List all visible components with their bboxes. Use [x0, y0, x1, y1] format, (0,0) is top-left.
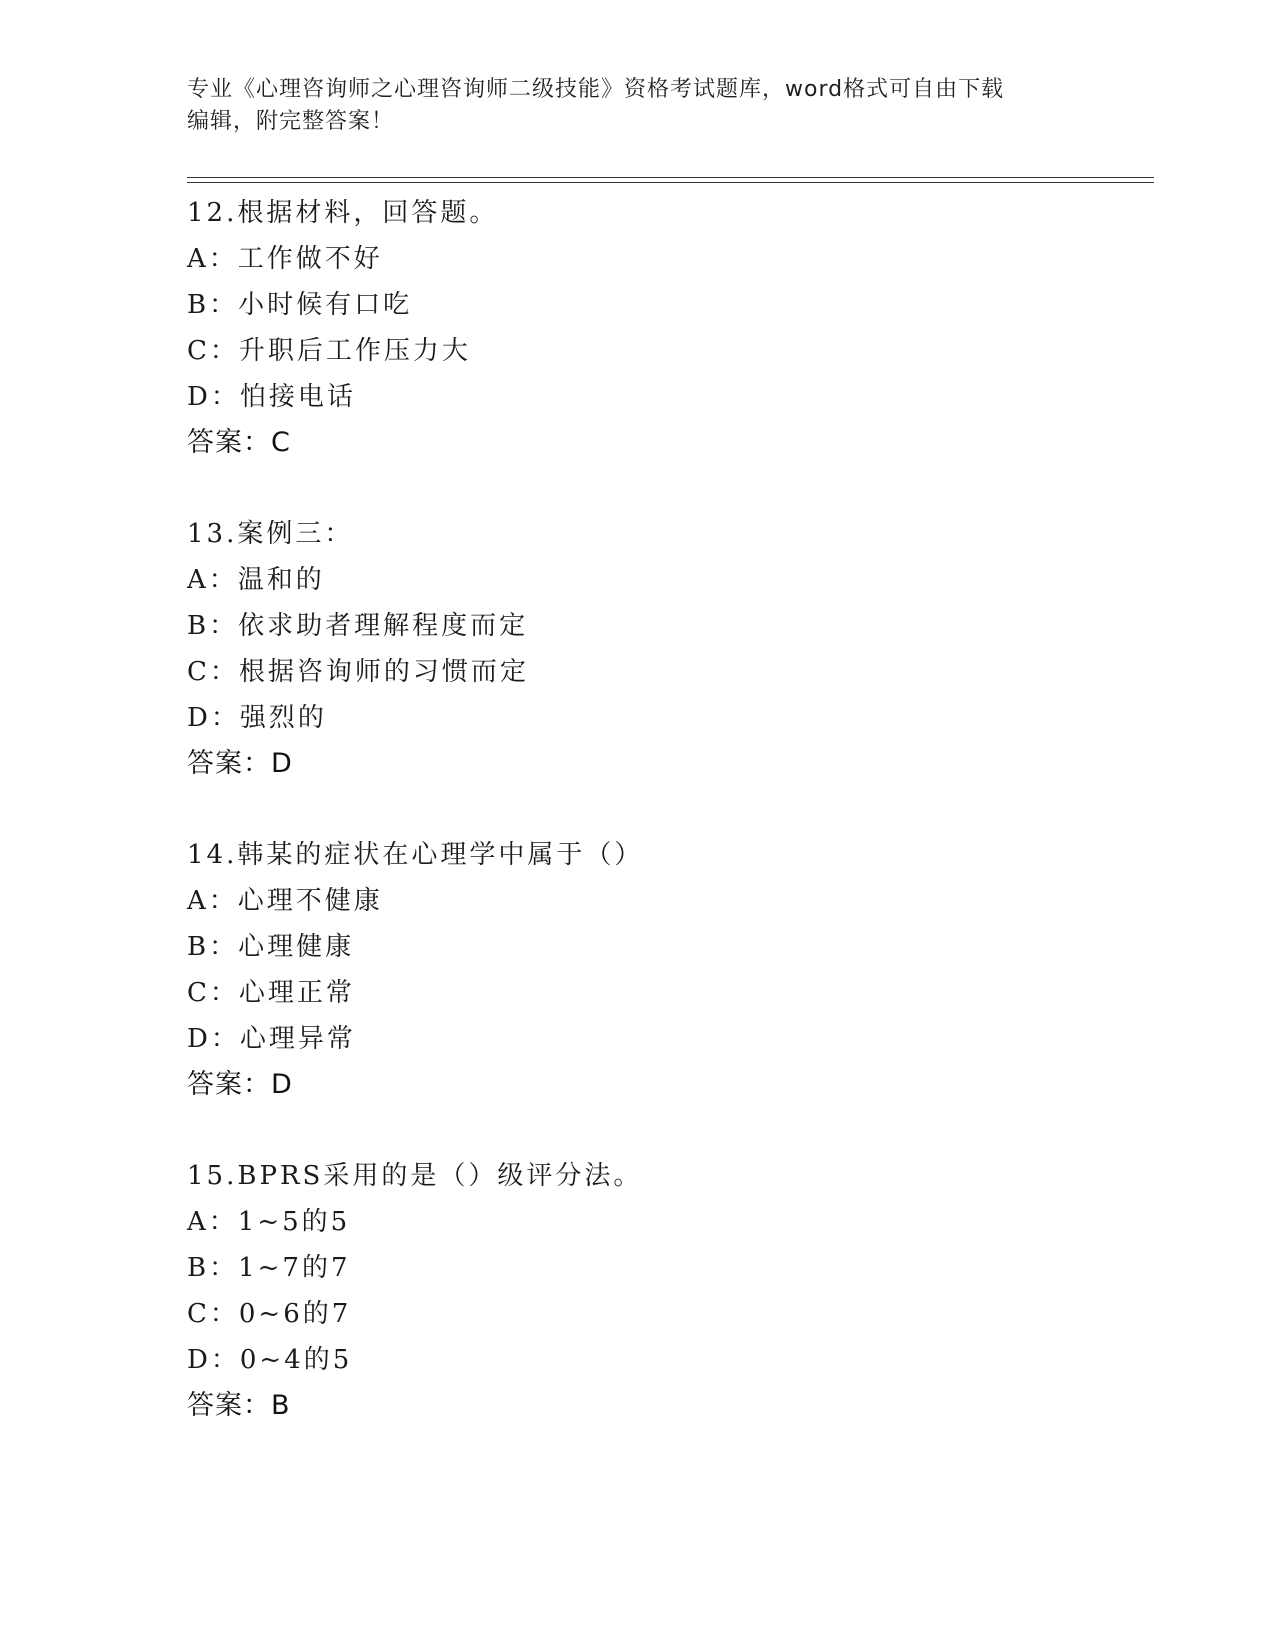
option-a: A：心理不健康	[187, 886, 383, 916]
question-12	[187, 190, 1147, 466]
option-c: C：心理正常	[187, 978, 355, 1008]
question-stem: 12.根据材料，回答题。	[187, 198, 499, 228]
question-stem: 14.韩某的症状在心理学中属于（）	[187, 840, 644, 870]
option-c: C：升职后工作压力大	[187, 336, 471, 366]
question-stem: 15.BPRS采用的是（）级评分法。	[187, 1161, 643, 1191]
answer-line: 答案：D	[187, 1069, 293, 1100]
question-list	[187, 190, 1147, 1474]
answer-line: 答案：D	[187, 748, 293, 779]
question-15	[187, 1153, 1147, 1429]
question-14	[187, 832, 1147, 1108]
option-c: C：根据咨询师的习惯而定	[187, 657, 529, 687]
option-b: B：小时候有口吃	[187, 290, 413, 320]
option-b: B：心理健康	[187, 932, 355, 962]
question-13	[187, 511, 1147, 787]
option-a: A：1~5的5	[187, 1207, 351, 1237]
option-b: B：1~7的7	[187, 1253, 351, 1283]
answer-line: 答案：B	[187, 1390, 291, 1421]
option-d: D：怕接电话	[187, 382, 356, 412]
header-divider-bottom	[187, 182, 1154, 183]
document-header	[187, 74, 1087, 138]
option-d: D：强烈的	[187, 703, 327, 733]
option-a: A：工作做不好	[187, 244, 383, 274]
option-a: A：温和的	[187, 565, 325, 595]
header-divider-top	[187, 177, 1154, 178]
question-stem: 13.案例三：	[187, 519, 354, 549]
option-b: B：依求助者理解程度而定	[187, 611, 529, 641]
answer-line: 答案：C	[187, 427, 291, 458]
option-d: D：0~4的5	[187, 1345, 353, 1375]
header-line-2: 编辑，附完整答案！	[187, 109, 395, 134]
option-c: C：0~6的7	[187, 1299, 352, 1329]
option-d: D：心理异常	[187, 1024, 356, 1054]
header-line-1: 专业《心理咨询师之心理咨询师二级技能》资格考试题库，word格式可自由下载	[187, 77, 1005, 102]
